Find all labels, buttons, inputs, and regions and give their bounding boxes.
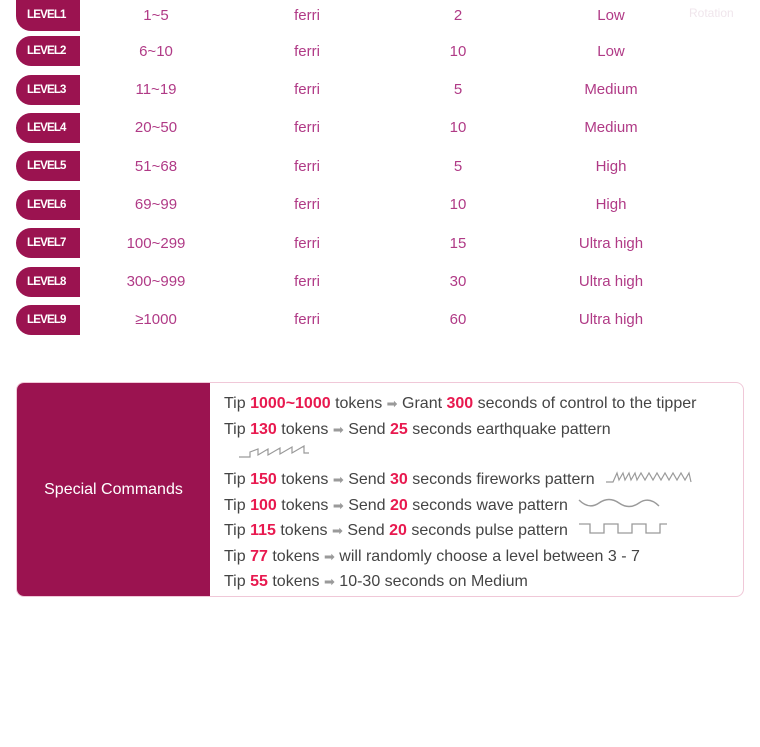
tokens-word: tokens: [281, 471, 329, 488]
level-range: 51~68: [134, 157, 178, 175]
command-item: [224, 467, 737, 493]
level-badge: LEVEL9: [16, 305, 80, 335]
special-commands-title: Special Commands: [17, 383, 210, 596]
tip-word: Tip: [224, 573, 246, 591]
level-seconds: 5: [453, 157, 463, 175]
command-value: 300: [446, 395, 474, 412]
level-toy: ferri: [294, 6, 320, 24]
level-badge: LEVEL1: [16, 0, 80, 31]
tokens-word: tokens: [272, 573, 320, 591]
token-amount: 1000~1000: [250, 395, 331, 412]
command-action: Send: [348, 420, 386, 438]
token-amount: 150: [250, 471, 277, 488]
tokens-word: tokens: [272, 547, 320, 565]
fireworks-pattern-icon: [605, 467, 693, 493]
command-item: [224, 569, 737, 595]
right-arrow-icon: ➡: [323, 574, 335, 590]
level-seconds: 10: [449, 42, 467, 60]
command-description: seconds of control to the tipper: [477, 395, 697, 412]
level-range: 100~299: [126, 234, 186, 252]
command-action: Send: [348, 496, 386, 514]
right-arrow-icon: ➡: [331, 523, 343, 539]
token-amount: 77: [250, 547, 268, 565]
command-item: [224, 518, 737, 544]
level-range: 300~999: [126, 273, 186, 291]
command-item: [224, 391, 737, 417]
level-row: [16, 32, 746, 70]
level-range: 6~10: [139, 42, 173, 60]
command-value: 20: [389, 522, 407, 540]
level-intensity: High: [595, 157, 627, 175]
level-row: [16, 262, 746, 300]
level-badge: LEVEL2: [16, 36, 80, 66]
level-toy: ferri: [294, 234, 320, 252]
right-arrow-icon: ➡: [332, 421, 344, 437]
command-value: 25: [390, 420, 408, 438]
tokens-word: tokens: [281, 496, 329, 514]
token-amount: 115: [250, 522, 276, 540]
right-arrow-icon: ➡: [386, 396, 398, 411]
right-arrow-icon: ➡: [332, 497, 344, 513]
level-toy: ferri: [294, 273, 320, 291]
tip-word: Tip: [224, 547, 246, 565]
special-commands-panel: [16, 382, 744, 597]
right-arrow-icon: ➡: [323, 548, 335, 564]
tokens-word: tokens: [335, 395, 383, 412]
level-row: [16, 147, 746, 185]
token-amount: 55: [250, 573, 268, 591]
level-toy: ferri: [294, 157, 320, 175]
special-commands-list: [224, 391, 737, 595]
level-seconds: 2: [453, 6, 463, 24]
level-intensity: Low: [597, 42, 625, 60]
level-seconds: 10: [449, 196, 467, 214]
command-value: 30: [390, 471, 408, 488]
tokens-word: tokens: [281, 420, 329, 438]
command-item: [224, 493, 737, 519]
token-amount: 100: [250, 496, 277, 514]
level-seconds: 30: [449, 273, 467, 291]
command-item: [224, 417, 737, 468]
token-amount: 130: [250, 420, 277, 438]
level-seconds: 10: [449, 119, 467, 137]
level-row: [16, 224, 746, 262]
level-range: 1~5: [143, 6, 169, 24]
level-row: [16, 70, 746, 108]
level-toy: ferri: [294, 311, 320, 329]
level-range: 11~19: [135, 81, 177, 99]
level-badge: LEVEL7: [16, 228, 80, 258]
command-description: 10-30 seconds on Medium: [339, 573, 528, 591]
level-badge: LEVEL3: [16, 75, 80, 105]
command-description: seconds fireworks pattern: [412, 471, 595, 488]
level-toy: ferri: [294, 42, 320, 60]
level-intensity: Medium: [584, 81, 638, 99]
tokens-word: tokens: [280, 522, 328, 540]
level-intensity: Ultra high: [578, 273, 644, 291]
rotation-label: Rotation: [689, 6, 734, 20]
command-description: seconds pulse pattern: [411, 522, 568, 540]
command-action: Send: [348, 471, 386, 488]
level-range: 20~50: [134, 119, 178, 137]
level-seconds: 15: [449, 234, 467, 252]
command-value: 20: [390, 496, 408, 514]
command-description: seconds earthquake pattern: [412, 420, 611, 438]
command-action: Grant: [402, 395, 443, 412]
tip-word: Tip: [224, 496, 246, 514]
command-description: seconds wave pattern: [412, 496, 568, 514]
level-intensity: Medium: [584, 119, 638, 137]
level-range: 69~99: [134, 196, 178, 214]
level-intensity: Low: [597, 6, 625, 24]
level-intensity: Ultra high: [578, 234, 644, 252]
level-intensity: Ultra high: [578, 311, 644, 329]
level-seconds: 5: [453, 81, 463, 99]
level-badge: LEVEL8: [16, 267, 80, 297]
level-badge: LEVEL5: [16, 151, 80, 181]
level-badge: LEVEL4: [16, 113, 80, 143]
command-item: [224, 544, 737, 570]
command-description: will randomly choose a level between 3 - 7: [339, 547, 640, 565]
level-intensity: High: [595, 196, 627, 214]
level-row: [16, 109, 746, 147]
pulse-pattern-icon: [578, 518, 668, 544]
tip-word: Tip: [224, 420, 246, 438]
tip-word: Tip: [224, 471, 246, 488]
command-action: Send: [347, 522, 385, 540]
level-toy: ferri: [294, 196, 320, 214]
levels-table: [16, 0, 746, 339]
level-toy: ferri: [294, 119, 320, 137]
tip-word: Tip: [224, 522, 246, 540]
level-toy: ferri: [294, 81, 320, 99]
level-row: [16, 301, 746, 339]
level-seconds: 60: [449, 311, 467, 329]
wave-pattern-icon: [578, 493, 660, 519]
tip-word: Tip: [224, 395, 246, 412]
level-row: [16, 186, 746, 224]
level-row: [16, 0, 746, 32]
earthquake-pattern-icon: [224, 442, 737, 467]
level-range: ≥1000: [135, 311, 177, 329]
right-arrow-icon: ➡: [332, 472, 344, 487]
level-badge: LEVEL6: [16, 190, 80, 220]
